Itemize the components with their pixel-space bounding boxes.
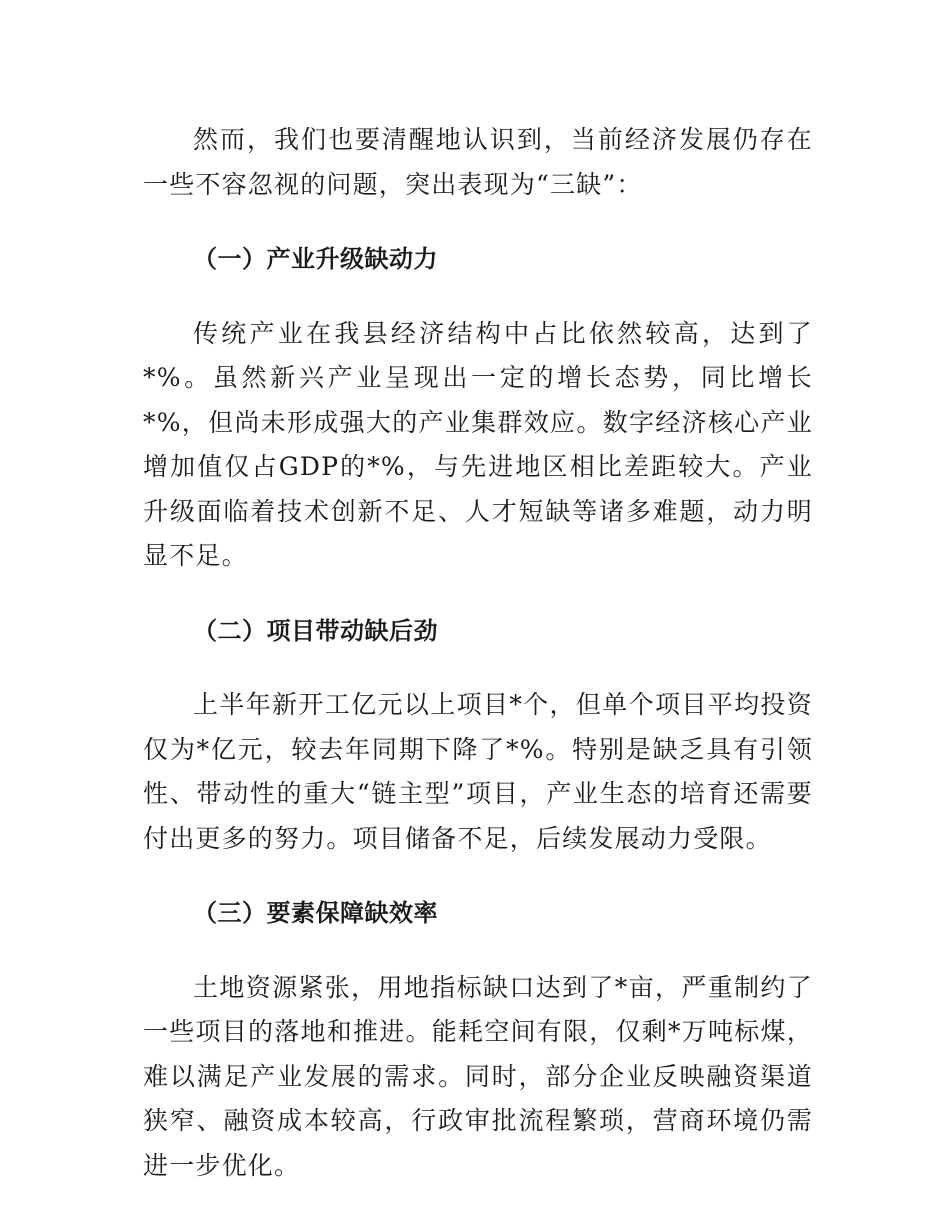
spacer: [143, 936, 813, 966]
section-body-2: 上半年新开工亿元以上项目*个，但单个项目平均投资仅为*亿元，较去年同期下降了*%。特别是缺乏具有引领性、带动性的重大“链主型”项目，产业生态的培育还需要付出更多的努力。项目储备不足，后续发展动力受限。: [143, 690, 813, 853]
spacer: [143, 282, 813, 312]
spacer: [143, 861, 813, 891]
section-heading-3: （三）要素保障缺效率: [193, 899, 438, 927]
section-heading-2: （二）项目带动缺后劲: [193, 616, 438, 645]
section-body-1: 传统产业在我县经济结构中占比依然较高，达到了*%。虽然新兴产业呈现出一定的增长态势，同比增长*%，但尚未形成强大的产业集群效应。数字经济核心产业增加值仅占GDP的*%，与先进地区相比差距较大。产业升级面临着技术创新不足、人才短缺等诸多难题，动力明显不足。: [143, 318, 813, 570]
section-body-3: 土地资源紧张，用地指标缺口达到了*亩，严重制约了一些项目的落地和推进。能耗空间有限，仅剩*万吨标煤，难以满足产业发展的需求。同时，部分企业反映融资渠道狭窄、融资成本较高，行政审批流程繁琐，营商环境仍需进一步优化。: [143, 972, 813, 1180]
document-body: [143, 118, 813, 1188]
spacer: [143, 207, 813, 237]
intro-paragraph: 然而，我们也要清醒地认识到，当前经济发展仍存在一些不容忽视的问题，突出表现为“三缺”：: [143, 125, 813, 199]
spacer: [143, 579, 813, 609]
section-heading-1: （一）产业升级缺动力: [193, 245, 438, 273]
spacer: [143, 653, 813, 683]
